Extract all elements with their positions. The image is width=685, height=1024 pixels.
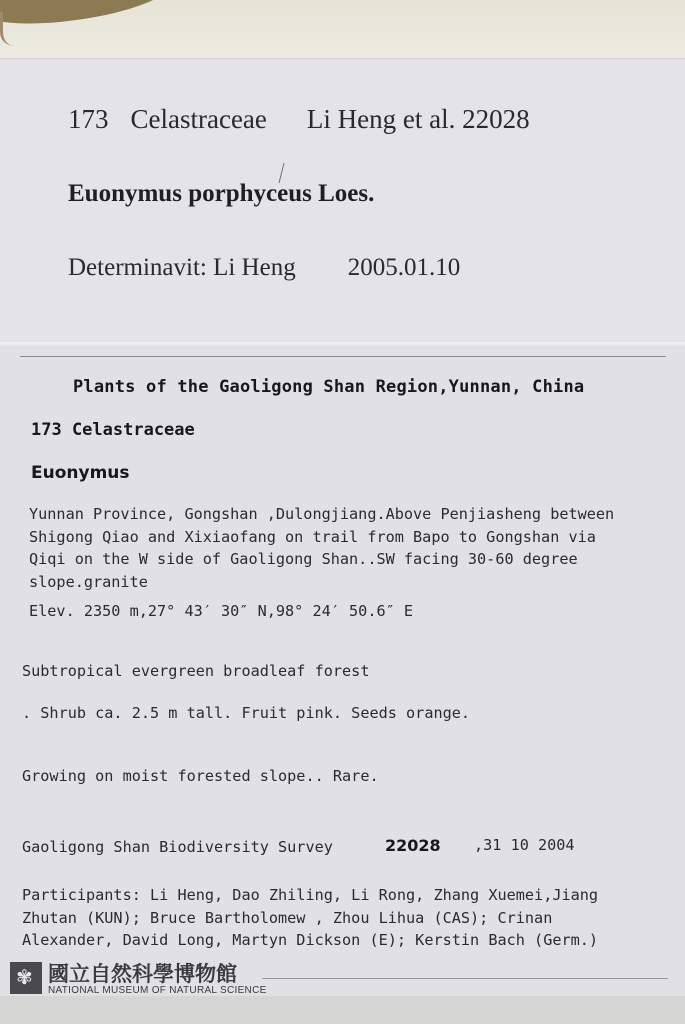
- museum-logo-icon: ✾: [10, 962, 42, 994]
- plant-description: . Shrub ca. 2.5 m tall. Fruit pink. Seeds orange.: [22, 704, 471, 722]
- ecology: Growing on moist forested slope.. Rare.: [22, 767, 379, 785]
- locality-line: Qiqi on the W side of Gaoligong Shan..SW facing 30-60 degree: [29, 550, 578, 568]
- locality-line: slope.granite: [29, 572, 148, 591]
- label-top-rule: [20, 356, 666, 357]
- determinavit-line: [68, 254, 460, 282]
- survey-name: Gaoligong Shan Biodiversity Survey: [22, 838, 333, 856]
- label-family: 173 Celastraceae: [31, 420, 195, 440]
- det-family: Celastraceae: [130, 104, 267, 134]
- label-bottom-rule: [262, 978, 668, 979]
- habitat: Subtropical evergreen broadleaf forest: [22, 662, 370, 680]
- label-genus: Euonymus: [31, 463, 130, 483]
- participants: [22, 884, 598, 952]
- det-collector-number: Li Heng et al. 22028: [306, 104, 530, 134]
- elevation-coordinates: Elev. 2350 m,27° 43′ 30″ N,98° 24′ 50.6″ E: [29, 602, 414, 620]
- sheet-bottom: [0, 996, 685, 1024]
- participants-line: Alexander, David Long, Martyn Dickson (E); Kerstin Bach (Germ.): [22, 931, 599, 949]
- determinavit: Determinavit: Li Heng: [68, 254, 296, 281]
- leaf-fragment: [0, 0, 172, 33]
- specimen-sheet-top: [0, 0, 685, 60]
- participants-line: Zhutan (KUN); Bruce Bartholomew , Zhou Lihua (CAS); Crinan: [22, 908, 553, 927]
- locality-line: Yunnan Province, Gongshan ,Dulongjiang.Above Penjiasheng between: [29, 505, 615, 523]
- museum-name-en: NATIONAL MUSEUM OF NATURAL SCIENCE: [48, 985, 267, 996]
- det-date: 2005.01.10: [347, 254, 461, 281]
- stem-fragment: [0, 12, 21, 46]
- determination-header: [68, 104, 530, 135]
- det-number: 173: [68, 104, 109, 134]
- participants-line: Participants: Li Heng, Dao Zhiling, Li Rong, Zhang Xuemei,Jiang: [22, 886, 599, 904]
- det-species-name: Euonymus porphyceus Loes.: [68, 180, 375, 207]
- survey-number: 22028: [385, 836, 441, 855]
- museum-name-zh: 國立自然科學博物館: [48, 962, 237, 986]
- label-heading: Plants of the Gaoligong Shan Region,Yunnan, China: [73, 377, 585, 397]
- survey-date: ,31 10 2004: [474, 836, 575, 854]
- locality-line: Shigong Qiao and Xixiaofang on trail from Bapo to Gongshan via: [29, 527, 596, 546]
- survey-row: [22, 836, 642, 858]
- locality: [29, 503, 614, 593]
